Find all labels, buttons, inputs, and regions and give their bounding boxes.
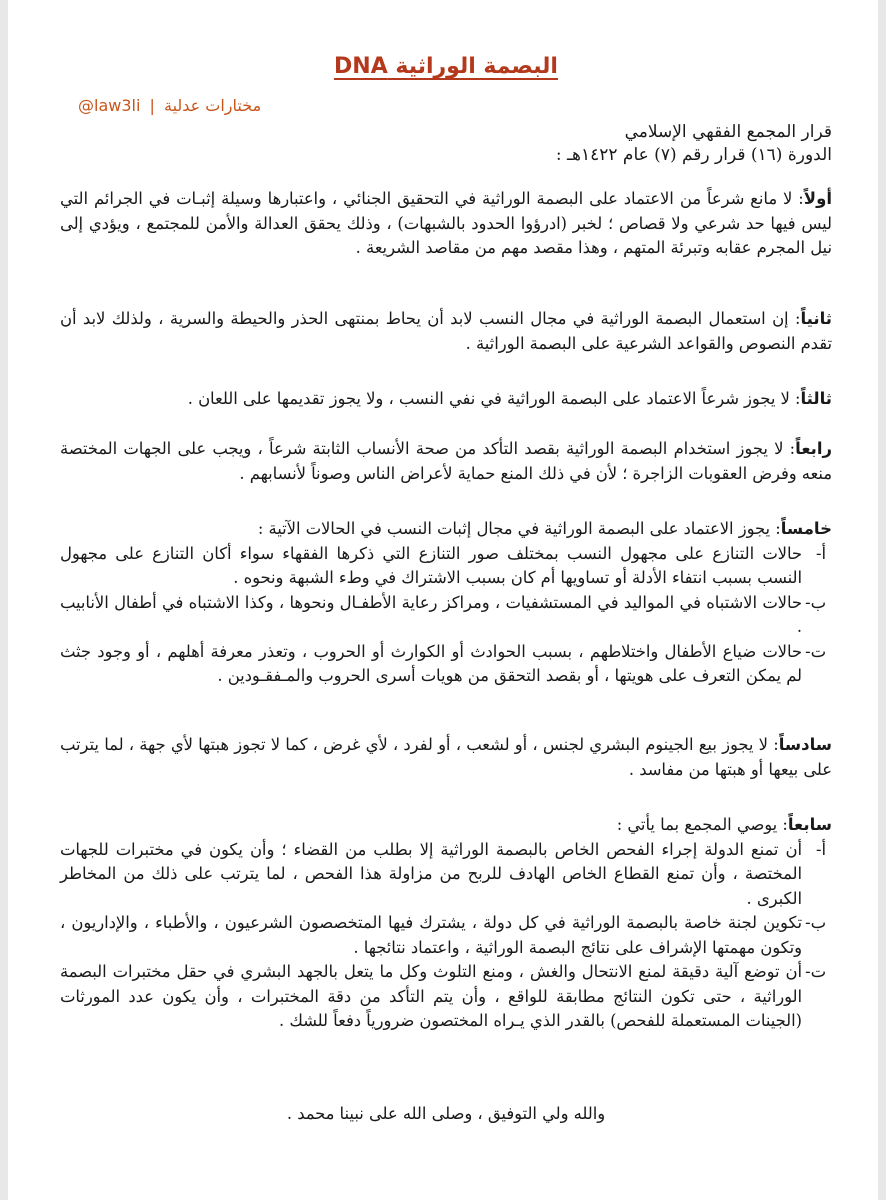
closing-line: والله ولي التوفيق ، وصلى الله على نبينا محمد . <box>286 1104 606 1123</box>
list-item-text: أن توضع آلية دقيقة لمنع الانتحال والغش ، ومنع التلوث وكل ما يتعل بالجهد البشري في حقل مختبرات البصمة الوراثية ، حتى تكون النتائج مطابقة للواقع ، وأن يتم التأكد من دقة المختبرات ، وأن يكون عدد المورثات (الجينات المستعملة للفحص) بالقدر الذي يـراه المختصون ضرورياً دفعاً للشك . <box>60 962 802 1030</box>
section-lead: سابعاً <box>787 815 832 834</box>
list-item <box>60 911 832 960</box>
section-text: : لا يجوز استخدام البصمة الوراثية بقصد التأكد من صحة الأنساب الثابتة شرعاً ، ويجب على الجهات المختصة منعه وفرض العقوبات الزاجرة ؛ لأن في ذلك المنع حماية لأعراض الناس وصوناً لأنسابهم . <box>60 439 832 483</box>
section-fifth <box>60 517 832 689</box>
list-item-text: أن تمنع الدولة إجراء الفحص الخاص بالبصمة الوراثية إلا بطلب من القضاء ؛ وأن يكون في مختبرات للجهات المختصة ، وأن تمنع القطاع الخاص الهادف للربح من مزاولة هذا الفحص ، لما يترتب على ذلك من المخاطر الكبرى . <box>60 839 802 908</box>
list-item-text: حالات ضياع الأطفال واختلاطهم ، بسبب الحوادث أو الكوارث أو الحروب ، وتعذر معرفة أهلهم ، أو وجود جثث لم يمكن التعرف على هويتها ، أو بقصد التحقق من هويات أسرى الحروب والمـفقـودين . <box>60 641 802 685</box>
brand-separator: | <box>149 96 155 115</box>
section-lead: ثانياً <box>800 309 832 328</box>
section-lead: خامساً <box>780 519 832 538</box>
resolution-session: الدورة (١٦) قرار رقم (٧) عام ١٤٢٢هـ : <box>555 145 832 165</box>
section-second <box>60 307 832 356</box>
brand-watermark <box>78 96 261 115</box>
list-marker: أ- <box>815 543 826 563</box>
list-item-text: حالات الاشتباه في المواليد في المستشفيات ، ومراكز رعاية الأطفـال ونحوها ، وكذا الاشتباه في أطفال الأنابيب . <box>60 592 802 636</box>
section-third <box>60 387 832 412</box>
list-item <box>60 640 832 689</box>
list-marker: ب- <box>805 913 826 932</box>
list-item <box>60 591 832 640</box>
brand-tagline: مختارات عدلية <box>163 96 262 115</box>
list-item <box>60 960 832 1034</box>
list-item <box>60 838 832 912</box>
resolution-issuer: قرار المجمع الفقهي الإسلامي <box>624 122 832 142</box>
section-text: : إن استعمال البصمة الوراثية في مجال النسب لابد أن يحاط بمنتهى الحذر والحيطة والسرية ، ولذلك لابد أن تقدم النصوص والقواعد الشرعية على البصمة الوراثية . <box>60 309 832 353</box>
section-sixth <box>60 733 832 782</box>
list-marker: أ- <box>815 839 826 859</box>
section-seventh <box>60 813 832 1034</box>
list-item <box>60 542 832 591</box>
section-text: : يجوز الاعتماد على البصمة الوراثية في مجال إثبات النسب في الحالات الآتية : <box>257 519 781 538</box>
section-first <box>60 187 832 261</box>
section-lead: ثالثاً <box>800 389 832 408</box>
resolution-header <box>60 121 832 167</box>
list-marker: ت- <box>805 641 826 661</box>
section-text: : لا مانع شرعاً من الاعتماد على البصمة الوراثية في التحقيق الجنائي ، واعتبارها وسيلة إثبـات في الجرائم التي ليس فيها حد شرعي ولا قصاص ؛ لخبر (ادرؤوا الحدود بالشبهات) ، وذلك يحقق العدالة والأمن للمجتمع ، ويؤدي إلى نيل المجرم عقابه وتبرئة المتهم ، وهذا مقصد مهم من مقاصد الشريعة . <box>60 189 832 257</box>
section-lead: سادساً <box>778 735 832 754</box>
list-item-text: تكوين لجنة خاصة بالبصمة الوراثية في كل دولة ، يشترك فيها المتخصصون الشرعيون ، والأطباء ، والإداريون ، وتكون مهمتها الإشراف على نتائج البصمة الوراثية ، واعتماد نتائجها . <box>60 913 802 957</box>
section-text: : يوصي المجمع بما يأتي : <box>616 815 788 834</box>
list-marker: ب- <box>805 592 826 612</box>
section-fourth <box>60 437 832 486</box>
section-lead: أولاً <box>803 189 832 208</box>
section-text: : لا يجوز شرعاً الاعتماد على البصمة الوراثية في نفي النسب ، ولا يجوز تقديمها على اللعان . <box>187 389 801 408</box>
list-item-text: حالات التنازع على مجهول النسب بمختلف صور التنازع التي ذكرها الفقهاء سواء أكان التنازع على مجهول النسب بسبب انتفاء الأدلة أو تساويها أم كان بسبب الاشتراك في وطء الشبهة ونحوه . <box>60 543 802 587</box>
document-title: البصمة الوراثية DNA <box>334 54 558 79</box>
list-marker: ت- <box>805 962 826 981</box>
brand-handle: @law3li <box>78 96 141 115</box>
section-lead: رابعاً <box>795 439 832 458</box>
section-text: : لا يجوز بيع الجينوم البشري لجنس ، أو لشعب ، أو لفرد ، لأي غرض ، كما لا تجوز هبتها لأي جهة ، لما يترتب على بيعها أو هبتها من مفاسد . <box>60 735 832 779</box>
